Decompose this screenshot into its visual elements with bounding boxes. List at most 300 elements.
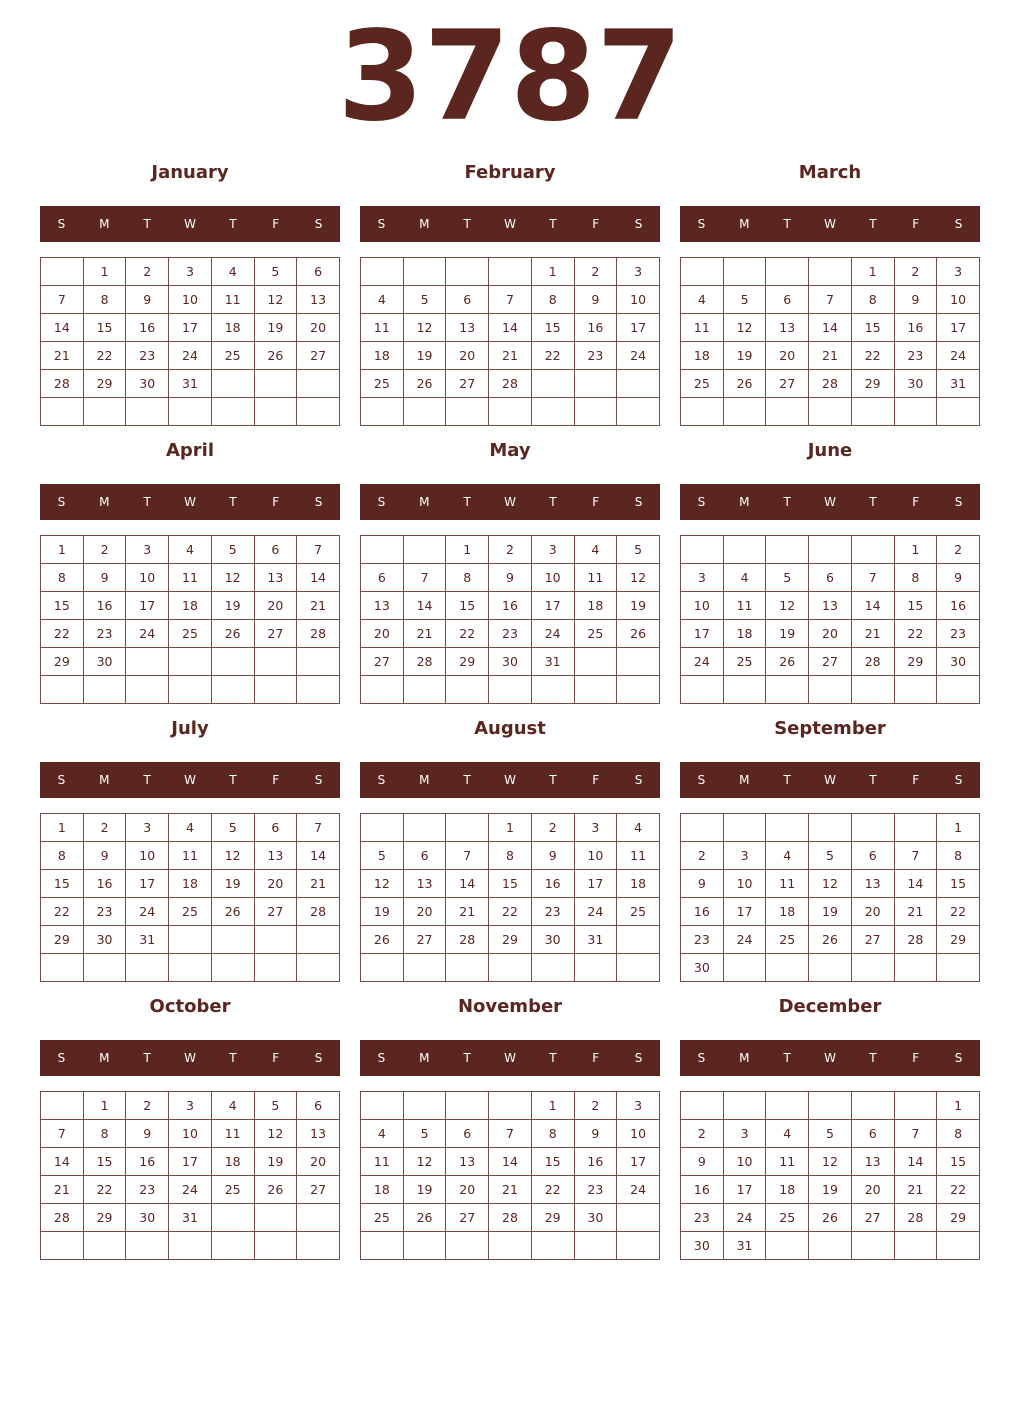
day-cell: 17 [126, 870, 169, 898]
weekday-label: S [954, 1051, 963, 1065]
weekday-label: S [314, 773, 323, 787]
day-cell: 8 [894, 564, 937, 592]
day-cell [254, 954, 297, 982]
month-name: November [457, 996, 563, 1017]
day-cell [361, 676, 404, 704]
weekday-label: F [912, 495, 920, 509]
day-cell: 27 [297, 1176, 340, 1204]
day-cell: 4 [169, 814, 212, 842]
week-row [361, 1092, 660, 1120]
day-cell: 20 [851, 1176, 894, 1204]
day-cell: 9 [126, 1120, 169, 1148]
day-cell: 24 [574, 898, 617, 926]
week-row [41, 898, 340, 926]
day-cell [851, 398, 894, 426]
weekday-label: S [634, 217, 643, 231]
day-cell: 24 [531, 620, 574, 648]
day-cell: 28 [446, 926, 489, 954]
day-cell: 4 [169, 536, 212, 564]
weekday-header [680, 762, 980, 798]
day-cell [894, 676, 937, 704]
week-row [361, 592, 660, 620]
day-cell [41, 1232, 84, 1260]
day-cell: 26 [361, 926, 404, 954]
day-cell [617, 676, 660, 704]
week-row [41, 1120, 340, 1148]
day-cell [723, 258, 766, 286]
weekday-label: M [99, 1051, 110, 1065]
month-name: June [807, 440, 853, 461]
week-row [41, 1232, 340, 1260]
day-cell: 12 [211, 564, 254, 592]
day-cell [489, 1092, 532, 1120]
month-name: December [778, 996, 882, 1017]
day-cell: 22 [489, 898, 532, 926]
weekday-label: W [824, 773, 836, 787]
weekday-header [360, 206, 660, 242]
week-row [681, 648, 980, 676]
day-cell [851, 814, 894, 842]
day-cell: 7 [41, 286, 84, 314]
day-cell [211, 1204, 254, 1232]
week-row [361, 1120, 660, 1148]
day-cell: 15 [937, 870, 980, 898]
day-cell: 28 [403, 648, 446, 676]
weekday-label: T [143, 1051, 151, 1065]
day-cell: 4 [211, 1092, 254, 1120]
day-cell [403, 1092, 446, 1120]
day-cell: 1 [531, 258, 574, 286]
day-cell [531, 954, 574, 982]
day-cell [851, 1092, 894, 1120]
day-cell: 24 [169, 342, 212, 370]
day-cell: 18 [361, 342, 404, 370]
weekday-label: S [634, 1051, 643, 1065]
day-cell: 25 [169, 620, 212, 648]
day-cell [809, 954, 852, 982]
weekday-label: T [783, 495, 791, 509]
day-cell: 16 [126, 1148, 169, 1176]
weekday-label: F [272, 217, 280, 231]
day-cell: 17 [723, 1176, 766, 1204]
day-cell [361, 954, 404, 982]
day-cell: 18 [617, 870, 660, 898]
weekday-label: M [739, 217, 750, 231]
day-cell: 12 [723, 314, 766, 342]
weekday-header [40, 484, 340, 520]
weekday-label: F [592, 495, 600, 509]
day-cell [766, 536, 809, 564]
weekday-header [680, 206, 980, 242]
day-cell [211, 648, 254, 676]
day-cell: 6 [766, 286, 809, 314]
day-cell: 18 [681, 342, 724, 370]
day-cell: 12 [211, 842, 254, 870]
day-cell [851, 1232, 894, 1260]
day-cell: 26 [254, 1176, 297, 1204]
day-cell: 6 [361, 564, 404, 592]
day-cell: 8 [489, 842, 532, 870]
day-cell [574, 370, 617, 398]
week-row [41, 1204, 340, 1232]
day-cell: 21 [894, 898, 937, 926]
day-cell: 8 [937, 842, 980, 870]
day-cell [361, 1232, 404, 1260]
day-cell: 2 [83, 814, 126, 842]
day-cell: 31 [126, 926, 169, 954]
day-cell: 23 [531, 898, 574, 926]
day-cell: 2 [83, 536, 126, 564]
day-cell [297, 1232, 340, 1260]
week-row [681, 676, 980, 704]
day-cell: 18 [169, 870, 212, 898]
day-cell [894, 954, 937, 982]
weekday-label: T [463, 1051, 471, 1065]
day-cell [403, 676, 446, 704]
day-cell: 29 [83, 1204, 126, 1232]
day-cell: 24 [723, 1204, 766, 1232]
day-cell: 17 [126, 592, 169, 620]
week-row [41, 258, 340, 286]
day-cell: 13 [766, 314, 809, 342]
week-row [361, 842, 660, 870]
week-row [41, 592, 340, 620]
day-cell [809, 676, 852, 704]
day-cell [297, 926, 340, 954]
day-cell [894, 814, 937, 842]
day-cell: 14 [41, 1148, 84, 1176]
day-cell: 14 [809, 314, 852, 342]
day-cell [574, 398, 617, 426]
day-cell [723, 536, 766, 564]
day-cell [681, 258, 724, 286]
week-row [41, 1176, 340, 1204]
day-cell: 31 [169, 370, 212, 398]
day-cell: 20 [446, 1176, 489, 1204]
week-row [361, 926, 660, 954]
weekday-header [40, 1040, 340, 1076]
day-cell: 9 [894, 286, 937, 314]
day-cell: 27 [851, 1204, 894, 1232]
day-cell [126, 648, 169, 676]
day-cell: 11 [766, 870, 809, 898]
day-cell: 16 [574, 314, 617, 342]
day-cell: 12 [361, 870, 404, 898]
week-row [361, 1232, 660, 1260]
day-cell: 1 [531, 1092, 574, 1120]
day-cell [809, 1092, 852, 1120]
week-row [361, 676, 660, 704]
week-row [41, 286, 340, 314]
weekday-label: F [912, 217, 920, 231]
day-cell: 5 [766, 564, 809, 592]
day-cell: 26 [211, 898, 254, 926]
day-cell: 8 [531, 1120, 574, 1148]
weekday-label: S [57, 495, 66, 509]
week-row [681, 620, 980, 648]
day-cell: 1 [83, 258, 126, 286]
day-cell: 6 [403, 842, 446, 870]
day-grid [680, 535, 980, 704]
day-cell [617, 648, 660, 676]
day-cell [574, 954, 617, 982]
day-cell: 30 [937, 648, 980, 676]
day-cell: 26 [403, 1204, 446, 1232]
day-cell: 16 [489, 592, 532, 620]
day-cell: 23 [574, 342, 617, 370]
weekday-label: W [504, 1051, 516, 1065]
day-cell [723, 954, 766, 982]
day-cell: 2 [894, 258, 937, 286]
day-cell [766, 814, 809, 842]
week-row [361, 1204, 660, 1232]
day-cell: 30 [126, 1204, 169, 1232]
day-cell: 6 [851, 842, 894, 870]
month-name: April [165, 440, 215, 461]
day-cell: 25 [723, 648, 766, 676]
day-cell: 23 [83, 620, 126, 648]
weekday-label: T [869, 217, 877, 231]
day-cell: 24 [126, 898, 169, 926]
weekday-label: T [869, 495, 877, 509]
day-cell: 1 [851, 258, 894, 286]
day-cell: 28 [894, 1204, 937, 1232]
day-cell: 25 [681, 370, 724, 398]
weekday-label: M [739, 1051, 750, 1065]
day-cell: 3 [681, 564, 724, 592]
day-cell: 30 [681, 1232, 724, 1260]
day-cell: 29 [851, 370, 894, 398]
week-row [41, 314, 340, 342]
day-cell: 6 [254, 536, 297, 564]
day-cell: 1 [41, 814, 84, 842]
day-cell: 22 [531, 342, 574, 370]
day-cell: 1 [41, 536, 84, 564]
week-row [681, 1232, 980, 1260]
weekday-label: S [377, 217, 386, 231]
day-cell: 7 [894, 842, 937, 870]
day-cell [254, 1232, 297, 1260]
day-cell: 21 [851, 620, 894, 648]
day-cell: 4 [361, 286, 404, 314]
week-row [361, 1148, 660, 1176]
day-grid [360, 813, 660, 982]
week-row [681, 286, 980, 314]
day-cell: 9 [681, 870, 724, 898]
day-cell: 11 [681, 314, 724, 342]
day-cell: 9 [83, 564, 126, 592]
day-cell: 23 [126, 1176, 169, 1204]
week-row [681, 814, 980, 842]
month-name: May [489, 440, 531, 461]
day-cell [297, 1204, 340, 1232]
day-cell: 21 [809, 342, 852, 370]
day-cell [254, 398, 297, 426]
day-cell: 2 [574, 258, 617, 286]
day-cell: 18 [211, 314, 254, 342]
weekday-label: T [783, 217, 791, 231]
day-cell: 1 [937, 1092, 980, 1120]
weekday-label: S [697, 217, 706, 231]
day-cell: 7 [809, 286, 852, 314]
weekday-label: W [184, 217, 196, 231]
day-cell: 19 [766, 620, 809, 648]
week-row [681, 564, 980, 592]
week-row [41, 954, 340, 982]
day-cell [809, 814, 852, 842]
weekday-label: W [824, 1051, 836, 1065]
day-cell [403, 814, 446, 842]
day-cell: 15 [851, 314, 894, 342]
weekday-label: S [314, 1051, 323, 1065]
weekday-label: S [57, 1051, 66, 1065]
weekday-label: F [912, 1051, 920, 1065]
day-cell: 28 [851, 648, 894, 676]
day-cell: 11 [169, 842, 212, 870]
day-cell: 22 [41, 620, 84, 648]
day-cell [446, 258, 489, 286]
day-cell [681, 1092, 724, 1120]
day-cell: 31 [723, 1232, 766, 1260]
day-cell [83, 398, 126, 426]
day-cell: 10 [937, 286, 980, 314]
day-cell: 25 [211, 1176, 254, 1204]
day-cell [531, 398, 574, 426]
day-cell [766, 954, 809, 982]
day-cell: 1 [937, 814, 980, 842]
day-cell: 27 [446, 1204, 489, 1232]
day-cell: 20 [809, 620, 852, 648]
day-cell [297, 648, 340, 676]
day-cell: 26 [403, 370, 446, 398]
day-cell [403, 954, 446, 982]
day-cell: 3 [723, 842, 766, 870]
day-cell: 6 [809, 564, 852, 592]
day-cell: 9 [489, 564, 532, 592]
weekday-label: M [419, 495, 430, 509]
day-cell: 24 [723, 926, 766, 954]
day-cell [169, 676, 212, 704]
weekday-label: S [954, 773, 963, 787]
month-name: March [798, 162, 862, 183]
week-row [361, 1176, 660, 1204]
day-cell: 20 [254, 870, 297, 898]
week-row [681, 870, 980, 898]
day-cell: 21 [489, 342, 532, 370]
day-cell [169, 398, 212, 426]
day-cell: 17 [531, 592, 574, 620]
day-cell: 12 [617, 564, 660, 592]
day-cell: 14 [403, 592, 446, 620]
day-cell: 18 [574, 592, 617, 620]
weekday-label: T [229, 773, 237, 787]
day-cell [617, 398, 660, 426]
day-cell: 16 [681, 1176, 724, 1204]
day-cell [446, 676, 489, 704]
day-cell: 13 [254, 842, 297, 870]
day-cell: 5 [723, 286, 766, 314]
day-cell: 30 [531, 926, 574, 954]
day-cell: 11 [361, 314, 404, 342]
day-cell [851, 536, 894, 564]
day-cell: 30 [83, 926, 126, 954]
weekday-label: S [314, 217, 323, 231]
day-cell: 26 [211, 620, 254, 648]
day-cell: 2 [681, 842, 724, 870]
week-row [41, 536, 340, 564]
day-cell: 4 [617, 814, 660, 842]
day-cell [361, 398, 404, 426]
day-cell: 3 [531, 536, 574, 564]
week-row [681, 398, 980, 426]
day-grid [360, 257, 660, 426]
day-cell: 25 [766, 926, 809, 954]
weekday-label: S [697, 495, 706, 509]
week-row [41, 398, 340, 426]
day-cell: 14 [489, 1148, 532, 1176]
day-cell: 28 [297, 898, 340, 926]
day-cell [617, 370, 660, 398]
day-cell: 22 [937, 898, 980, 926]
day-cell: 5 [809, 1120, 852, 1148]
day-cell [211, 398, 254, 426]
day-cell: 6 [297, 1092, 340, 1120]
day-cell: 6 [446, 286, 489, 314]
day-cell [489, 676, 532, 704]
week-row [361, 898, 660, 926]
day-cell [254, 1204, 297, 1232]
day-cell: 9 [531, 842, 574, 870]
day-cell [617, 1204, 660, 1232]
day-cell: 4 [681, 286, 724, 314]
day-cell: 18 [211, 1148, 254, 1176]
day-cell: 29 [41, 648, 84, 676]
day-cell: 3 [574, 814, 617, 842]
day-cell: 19 [254, 314, 297, 342]
day-cell [937, 676, 980, 704]
day-cell: 14 [297, 842, 340, 870]
day-grid [40, 813, 340, 982]
day-cell: 27 [297, 342, 340, 370]
day-cell: 30 [894, 370, 937, 398]
weekday-label: M [419, 773, 430, 787]
day-cell: 13 [446, 1148, 489, 1176]
day-cell [126, 398, 169, 426]
day-cell [211, 926, 254, 954]
day-cell: 12 [254, 1120, 297, 1148]
day-cell: 30 [83, 648, 126, 676]
day-cell: 10 [126, 842, 169, 870]
day-cell: 15 [41, 870, 84, 898]
weekday-label: F [272, 1051, 280, 1065]
week-row [41, 370, 340, 398]
day-cell [489, 398, 532, 426]
weekday-label: T [463, 217, 471, 231]
day-cell: 8 [531, 286, 574, 314]
day-cell: 20 [446, 342, 489, 370]
weekday-label: T [143, 495, 151, 509]
day-cell: 8 [937, 1120, 980, 1148]
week-row [41, 342, 340, 370]
day-cell: 25 [211, 342, 254, 370]
day-cell [851, 954, 894, 982]
day-cell [681, 398, 724, 426]
day-cell [169, 1232, 212, 1260]
day-cell: 21 [894, 1176, 937, 1204]
day-cell: 10 [169, 286, 212, 314]
day-cell: 5 [809, 842, 852, 870]
day-cell: 11 [574, 564, 617, 592]
